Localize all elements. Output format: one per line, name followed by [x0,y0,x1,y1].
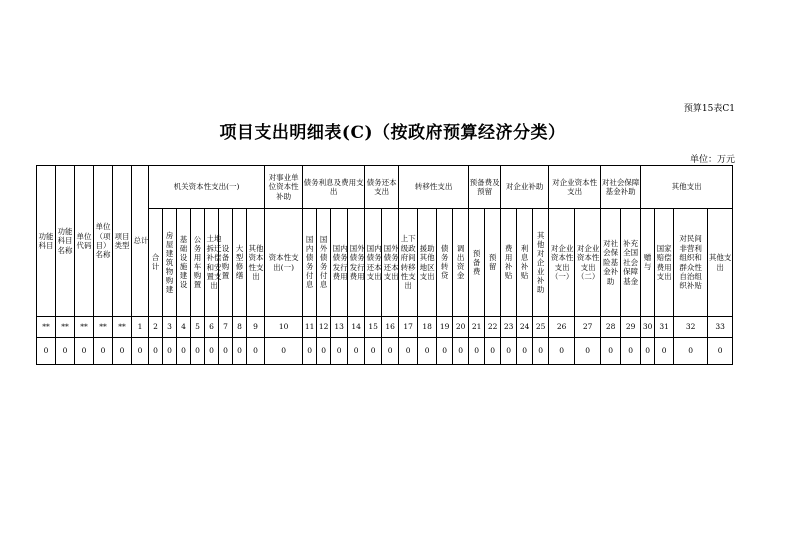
sub-header: 国家赔偿费用支出 [655,209,674,317]
value-cell: 0 [348,338,365,365]
group-header: 对事业单位资本性补助 [265,166,303,209]
group-header: 机关资本性支出(一) [149,166,265,209]
code-cell: 30 [641,317,655,338]
table-row [37,338,733,365]
code-cell: 25 [533,317,549,338]
sub-header: 国外债务还本支出 [382,209,399,317]
code-cell: 32 [674,317,708,338]
sub-header: 对企业资本性支出（一） [549,209,575,317]
code-cell: 10 [265,317,303,338]
value-cell: 0 [621,338,641,365]
code-cell: ** [37,317,56,338]
value-cell: 0 [575,338,601,365]
value-cell: 0 [365,338,382,365]
value-cell: 0 [205,338,219,365]
code-cell: 29 [621,317,641,338]
sub-header: 国内债务还本支出 [365,209,382,317]
value-cell: 0 [113,338,132,365]
sub-header: 资本性支出(一) [265,209,303,317]
value-cell: 0 [37,338,56,365]
group-header: 对企业补助 [501,166,549,209]
value-cell: 0 [149,338,163,365]
value-cell: 0 [501,338,517,365]
sub-header: 对民间非营利组织和群众性自治组织补贴 [674,209,708,317]
value-cell: 0 [177,338,191,365]
code-cell: 18 [418,317,437,338]
value-cell: 0 [75,338,94,365]
value-cell: 0 [708,338,733,365]
code-cell: 8 [233,317,247,338]
value-cell: 0 [331,338,348,365]
value-cell: 0 [418,338,437,365]
sub-header: 国内债务发行费用 [331,209,348,317]
code-cell: 4 [177,317,191,338]
code-cell: 11 [303,317,317,338]
code-cell: 19 [437,317,453,338]
header-cell: 功能科目 [37,166,56,317]
code-cell: 21 [469,317,485,338]
sub-header: 大型修缮 [233,209,247,317]
value-cell: 0 [382,338,399,365]
value-cell: 0 [163,338,177,365]
sub-header: 对社会保险基金补助 [601,209,621,317]
sub-header: 对企业资本性支出（二） [575,209,601,317]
page-title: 项目支出明细表(C)（按政府预算经济分类） [219,123,566,143]
code-cell: 22 [485,317,501,338]
group-header: 对企业资本性支出 [549,166,601,209]
code-cell: ** [75,317,94,338]
value-cell: 0 [641,338,655,365]
code-cell: 12 [317,317,331,338]
value-cell: 0 [56,338,75,365]
code-cell: ** [113,317,132,338]
sub-header: 设备购置 [219,209,233,317]
sub-header: 其他资本性支出 [247,209,265,317]
group-header: 债务还本支出 [365,166,399,209]
group-header: 债务利息及费用支出 [303,166,365,209]
code-cell: 1 [132,317,149,338]
code-cell: 31 [655,317,674,338]
code-cell: 13 [331,317,348,338]
code-cell: 23 [501,317,517,338]
code-cell: 24 [517,317,533,338]
value-cell: 0 [317,338,331,365]
sub-header: 预备费 [469,209,485,317]
value-cell: 0 [655,338,674,365]
value-cell: 0 [533,338,549,365]
code-cell: 3 [163,317,177,338]
code-cell: ** [94,317,113,338]
value-cell: 0 [485,338,501,365]
sub-header: 其他支出 [708,209,733,317]
sub-header: 补充全国社会保障基金 [621,209,641,317]
sub-header: 国外债务付息 [317,209,331,317]
value-cell: 0 [453,338,469,365]
sub-header: 基础设施建设 [177,209,191,317]
value-cell: 0 [674,338,708,365]
page-code: 预算15表C1 [683,104,735,114]
header-cell: 单位（项目）名称 [94,166,113,317]
group-header: 对社会保障基金补助 [601,166,641,209]
value-cell: 0 [437,338,453,365]
value-cell: 0 [303,338,317,365]
code-cell: 14 [348,317,365,338]
sub-header: 公务用车购置 [191,209,205,317]
sub-header: 国内债务付息 [303,209,317,317]
header-row-groups [37,166,733,209]
value-cell: 0 [601,338,621,365]
sub-header: 上下级政府间转移性支出 [399,209,418,317]
sub-header: 费用补贴 [501,209,517,317]
value-cell: 0 [219,338,233,365]
code-cell: 28 [601,317,621,338]
header-cell: 单位代码 [75,166,94,317]
value-cell: 0 [399,338,418,365]
header-cell: 项目类型 [113,166,132,317]
code-cell: 6 [205,317,219,338]
unit-label: 单位：万元 [689,155,735,165]
sub-header: 房屋建筑物购建 [163,209,177,317]
sub-header: 债务转贷 [437,209,453,317]
code-cell: 20 [453,317,469,338]
group-header: 其他支出 [641,166,733,209]
code-cell: 27 [575,317,601,338]
code-cell: 17 [399,317,418,338]
value-cell: 0 [132,338,149,365]
header-cell: 功能科目名称 [56,166,75,317]
value-cell: 0 [517,338,533,365]
header-cell: 总计 [132,166,149,317]
code-cell: 9 [247,317,265,338]
expense-detail-table [36,165,733,365]
value-cell: 0 [549,338,575,365]
sub-header: 土地拆迁补偿和安置支出 [205,209,219,317]
code-cell: 26 [549,317,575,338]
code-cell: 2 [149,317,163,338]
value-cell: 0 [233,338,247,365]
code-cell: 15 [365,317,382,338]
sub-header: 调出资金 [453,209,469,317]
group-header: 转移性支出 [399,166,469,209]
sub-header: 预留 [485,209,501,317]
sub-header: 赠与 [641,209,655,317]
sub-header: 其他对企业补助 [533,209,549,317]
code-row [37,317,733,338]
code-cell: 16 [382,317,399,338]
code-cell: 7 [219,317,233,338]
sub-header: 援助其他地区支出 [418,209,437,317]
sub-header: 合计 [149,209,163,317]
value-cell: 0 [247,338,265,365]
code-cell: 5 [191,317,205,338]
code-cell: ** [56,317,75,338]
sub-header: 国外债务发行费用 [348,209,365,317]
value-cell: 0 [469,338,485,365]
value-cell: 0 [265,338,303,365]
code-cell: 33 [708,317,733,338]
value-cell: 0 [94,338,113,365]
group-header: 预备费及预留 [469,166,501,209]
sub-header: 利息补贴 [517,209,533,317]
value-cell: 0 [191,338,205,365]
